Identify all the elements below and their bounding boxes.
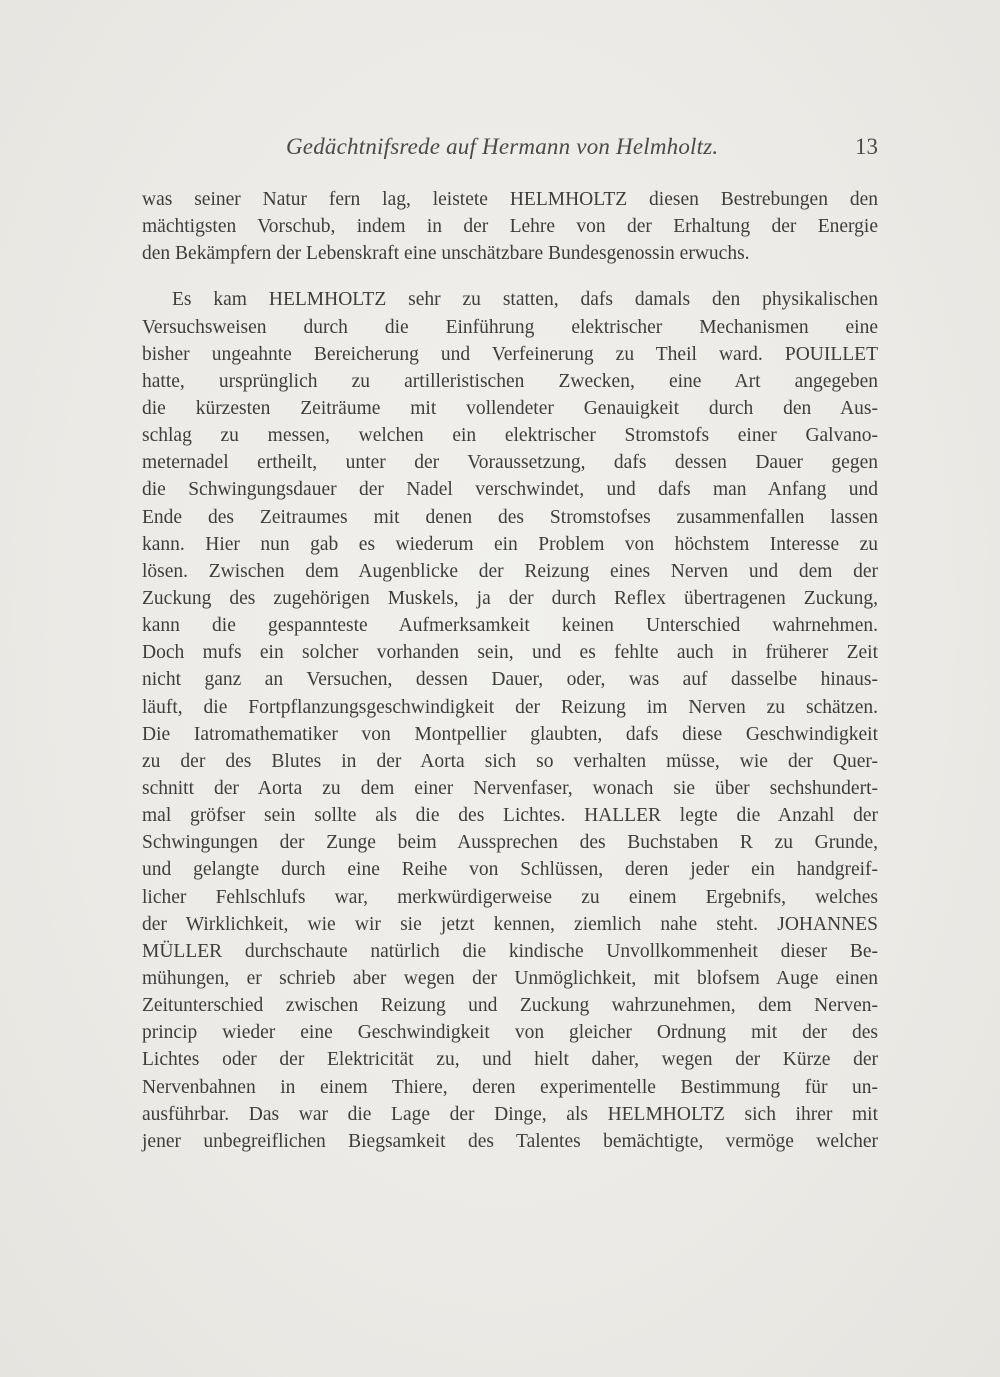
paragraph-1: [142, 186, 878, 267]
text-line: Lichtes oder der Elektricität zu, und hielt daher, wegen der Kürze der: [142, 1049, 878, 1071]
text-line: meternadel ertheilt, unter der Voraussetzung, dafs dessen Dauer gegen: [142, 452, 878, 474]
text-line: lösen. Zwischen dem Augenblicke der Reizung eines Nerven und dem der: [142, 560, 878, 582]
text-line: und gelangte durch eine Reihe von Schlüssen, deren jeder ein handgreif-: [142, 859, 878, 881]
text-line: Es kam HELMHOLTZ sehr zu statten, dafs damals den physikalischen: [172, 289, 878, 311]
paragraph-2: [142, 286, 878, 1155]
text-line: den Bekämpfern der Lebenskraft eine unschätzbare Bundesgenossin erwuchs.: [142, 243, 750, 265]
text-line: zu der des Blutes in der Aorta sich so verhalten müsse, wie der Quer-: [142, 750, 878, 772]
text-line: Versuchsweisen durch die Einführung elektrischer Mechanismen eine: [142, 316, 878, 338]
text-line: was seiner Natur fern lag, leistete HELMHOLTZ diesen Bestrebungen den: [142, 189, 878, 210]
text-line: princip wieder eine Geschwindigkeit von gleicher Ordnung mit der des: [142, 1022, 878, 1044]
text-line: hatte, ursprünglich zu artilleristischen Zwecken, eine Art angegeben: [142, 370, 878, 392]
text-line: Ende des Zeitraumes mit denen des Stromstofses zusammenfallen lassen: [142, 506, 878, 528]
text-line: schnitt der Aorta zu dem einer Nervenfaser, wonach sie über sechshundert-: [142, 777, 878, 799]
text-line: die kürzesten Zeiträume mit vollendeter Genauigkeit durch den Aus-: [142, 397, 878, 419]
text-line: bisher ungeahnte Bereicherung und Verfeinerung zu Theil ward. POUILLET: [142, 343, 878, 365]
page-header: [140, 134, 878, 168]
text-line: läuft, die Fortpflanzungsgeschwindigkeit der Reizung im Nerven zu schätzen.: [142, 696, 878, 718]
page-number: 13: [855, 134, 878, 159]
text-line: mal gröfser sein sollte als die des Lichtes. HALLER legte die Anzahl der: [142, 805, 878, 827]
text-line: Schwingungen der Zunge beim Aussprechen des Buchstaben R zu Grunde,: [142, 832, 878, 854]
text-line: MÜLLER durchschaute natürlich die kindische Unvollkommenheit dieser Be-: [142, 940, 878, 962]
text-line: der Wirklichkeit, wie wir sie jetzt kennen, ziemlich nahe steht. JOHANNES: [142, 913, 878, 935]
text-line: kann die gespannteste Aufmerksamkeit keinen Unterschied wahrnehmen.: [142, 615, 878, 637]
text-line: mühungen, er schrieb aber wegen der Unmöglichkeit, mit blofsem Auge einen: [142, 967, 878, 989]
text-line: nicht ganz an Versuchen, dessen Dauer, oder, was auf dasselbe hinaus-: [142, 669, 878, 691]
text-line: mächtigsten Vorschub, indem in der Lehre von der Erhaltung der Energie: [142, 216, 878, 238]
text-line: schlag zu messen, welchen ein elektrischer Stromstofs einer Galvano-: [142, 425, 878, 447]
text-line: jener unbegreiflichen Biegsamkeit des Talentes bemächtigte, vermöge welcher: [142, 1130, 878, 1152]
text-line: Die Iatromathematiker von Montpellier glaubten, dafs diese Geschwindigkeit: [142, 723, 878, 745]
running-title: Gedächtnifsrede auf Hermann von Helmholtz.: [286, 134, 719, 159]
text-line: kann. Hier nun gab es wiederum ein Problem von höchstem Interesse zu: [142, 533, 878, 555]
text-line: Zeitunterschied zwischen Reizung und Zuckung wahrzunehmen, dem Nerven-: [142, 995, 878, 1017]
text-line: Zuckung des zugehörigen Muskels, ja der durch Reflex übertragenen Zuckung,: [142, 587, 878, 609]
text-line: licher Fehlschlufs war, merkwürdigerweise zu einem Ergebnifs, welches: [142, 886, 878, 908]
paragraph-gap: [142, 267, 878, 286]
text-line: die Schwingungsdauer der Nadel verschwindet, und dafs man Anfang und: [142, 479, 878, 501]
text-line: Nervenbahnen in einem Thiere, deren experimentelle Bestimmung für un-: [142, 1076, 878, 1098]
text-line: ausführbar. Das war die Lage der Dinge, als HELMHOLTZ sich ihrer mit: [142, 1103, 878, 1125]
text-line: Doch mufs ein solcher vorhanden sein, und es fehlte auch in früherer Zeit: [142, 642, 878, 664]
body-text: [142, 186, 878, 1155]
